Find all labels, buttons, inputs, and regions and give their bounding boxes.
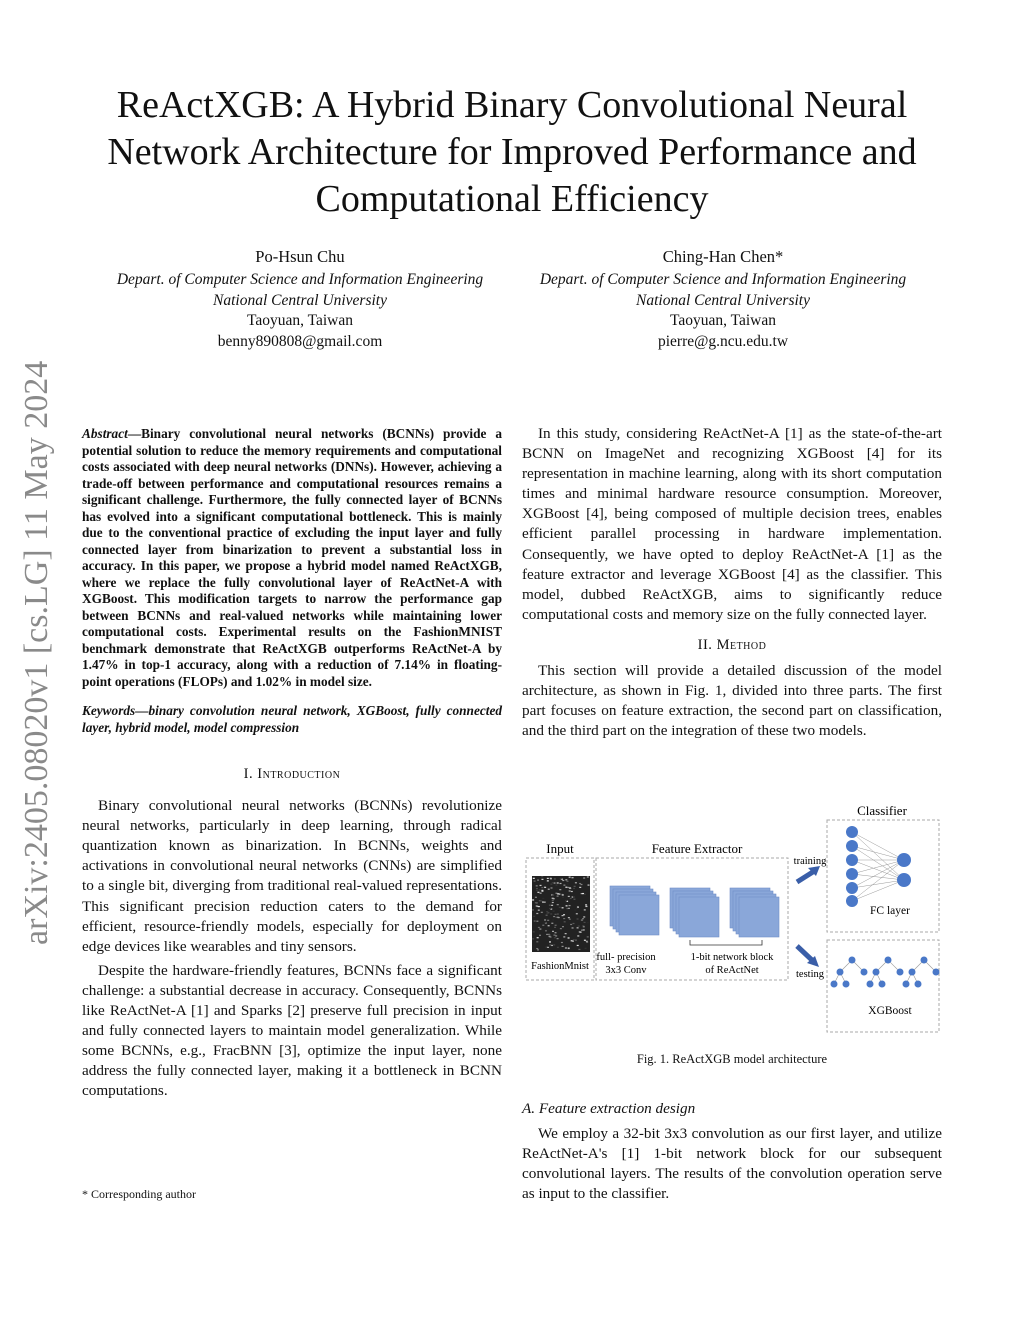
noise-pixel [541, 890, 543, 891]
noise-pixel [565, 900, 567, 901]
noise-pixel [554, 878, 556, 879]
author-email: benny890808@gmail.com [217, 333, 383, 351]
noise-pixel [537, 892, 539, 893]
noise-pixel [536, 913, 538, 914]
abstract-text: —Binary convolutional neural networks (BCNNs) provide a potential solution to reduce the memory requirements and computational costs associated with deep neural networks (DNNs). However, achieving a trade-off between performance and computational resources remains a significant challenge. Furthermore, the fully connected layer of BCNNs has evolved into a significant computational bottleneck. This is mainly due to the conventional practice of excluding the input layer and fully connected layer from binarization to prevent a substantial loss in accuracy. In this paper, we propose a hybrid model named ReActXGB, where we replace the fully convolutional layer of ReActNet-A with XGBoost. This modification targets to narrow the performance gap between BCNNs and real-valued networks while maintaining lower computational costs. Experimental results on the FashionMNIST benchmark demonstrate that ReActXGB outperforms ReActNet-A by 1.47% in top-1 accuracy, along with a reduction of 7.14% in floating-point operations (FLOPs) and 1.02% in model size. [82, 426, 502, 689]
fc-edge [852, 880, 904, 901]
noise-pixel [569, 877, 571, 878]
noise-pixel [568, 917, 570, 918]
noise-pixel [546, 934, 548, 935]
noise-pixel [554, 932, 556, 933]
tree-node [897, 969, 904, 976]
noise-pixel [562, 897, 564, 898]
noise-pixel [533, 931, 535, 932]
noise-pixel [562, 926, 564, 927]
author-block-2 [503, 247, 943, 353]
noise-pixel [576, 913, 578, 914]
noise-pixel [554, 882, 556, 883]
tree-node [915, 981, 922, 988]
noise-pixel [555, 935, 557, 936]
noise-pixel [540, 893, 542, 894]
noise-pixel [587, 876, 589, 877]
noise-pixel [541, 887, 543, 888]
noise-pixel [541, 876, 543, 877]
paragraph: Binary convolutional neural networks (BCNNs) revolutionize neural networks, particularly in deep learning, through radical quantization known as binarization. In BCNNs, weights and activations in convolutional neural networks (CNNs) are simplified to a single bit, diverging from traditional real-valued representations. This significant precision reduction caters to the demand for efficient, resource-friendly models, especially for deployment on edge devices like wearables and tiny sensors. [82, 797, 502, 955]
block-label: 1-bit network block [690, 952, 774, 963]
training-label: training [793, 856, 827, 867]
noise-pixel [583, 916, 585, 917]
noise-pixel [567, 883, 569, 884]
noise-pixel [550, 878, 552, 879]
noise-pixel [573, 939, 575, 940]
noise-pixel [550, 902, 552, 903]
noise-pixel [532, 938, 534, 939]
noise-pixel [553, 916, 555, 917]
section-heading-introduction [82, 764, 502, 784]
noise-pixel [536, 890, 538, 891]
fc-edge [852, 860, 904, 874]
noise-pixel [557, 938, 559, 939]
author-name: Ching-Han Chen* [662, 247, 784, 266]
noise-pixel [577, 906, 579, 907]
arxiv-side-label: arXiv:2405.08020v1 [cs.LG] 11 May 2024 [18, 360, 55, 945]
noise-pixel [549, 908, 551, 909]
noise-pixel [547, 878, 549, 879]
noise-pixel [583, 929, 585, 930]
noise-pixel [549, 944, 551, 945]
noise-pixel [579, 887, 581, 888]
noise-pixel [536, 885, 538, 886]
noise-pixel [579, 931, 581, 932]
noise-pixel [544, 902, 546, 903]
noise-pixel [559, 907, 561, 908]
noise-pixel [581, 930, 583, 931]
noise-pixel [555, 925, 557, 926]
noise-pixel [540, 900, 542, 901]
noise-pixel [549, 905, 551, 906]
noise-pixel [532, 899, 534, 900]
fc-network [846, 826, 911, 907]
conv-stack-2 [670, 888, 719, 937]
noise-pixel [557, 904, 559, 905]
noise-pixel [582, 925, 584, 926]
noise-pixel [555, 893, 557, 894]
noise-pixel [550, 913, 552, 914]
noise-pixel [537, 880, 539, 881]
noise-pixel [536, 941, 538, 942]
noise-pixel [560, 883, 562, 884]
fc-input-node [846, 840, 858, 852]
noise-pixel [552, 900, 554, 901]
author-name: Po-Hsun Chu [255, 247, 345, 266]
keywords-label: Keywords [82, 703, 136, 718]
noise-pixel [585, 906, 587, 907]
noise-pixel [565, 947, 567, 948]
noise-pixel [577, 918, 579, 919]
noise-pixel [538, 927, 540, 928]
noise-pixel [572, 923, 574, 924]
noise-pixel [563, 918, 565, 919]
classifier-label: Classifier [857, 803, 907, 818]
figure-caption: Fig. 1. ReActXGB model architecture [636, 1052, 828, 1066]
author-university: National Central University [213, 291, 387, 309]
noise-pixel [573, 899, 575, 900]
noise-pixel [552, 882, 554, 883]
figure-architecture [522, 800, 947, 1036]
fashionmnist-image [532, 876, 590, 952]
noise-pixel [570, 924, 572, 925]
right-column [522, 424, 942, 741]
noise-pixel [571, 877, 573, 878]
fc-output-node [897, 853, 911, 867]
noise-pixel [562, 946, 564, 947]
noise-pixel [576, 908, 578, 909]
testing-label: testing [796, 969, 824, 980]
noise-pixel [545, 930, 547, 931]
tree-node [885, 957, 892, 964]
noise-pixel [585, 948, 587, 949]
conv-stack-1 [610, 886, 659, 935]
fc-input-node [846, 854, 858, 866]
noise-pixel [557, 896, 559, 897]
noise-pixel [552, 898, 554, 899]
noise-pixel [588, 884, 590, 885]
noise-pixel [574, 886, 576, 887]
tree-node [867, 981, 874, 988]
paragraph: This section will provide a detailed discussion of the model architecture, as shown in Fig. 1, divided into three parts. The first part focuses on feature extraction, the second part on classification, and the third part on the integration of these two models. [522, 662, 942, 740]
noise-pixel [584, 940, 586, 941]
noise-pixel [551, 905, 553, 906]
noise-pixel [555, 914, 557, 915]
noise-pixel [572, 927, 574, 928]
fc-input-node [846, 895, 858, 907]
noise-pixel [543, 922, 545, 923]
noise-pixel [532, 909, 534, 910]
noise-pixel [563, 936, 565, 937]
author-location: Taoyuan, Taiwan [669, 312, 776, 330]
noise-pixel [577, 945, 579, 946]
noise-pixel [583, 877, 585, 878]
noise-pixel [557, 917, 559, 918]
noise-pixel [577, 935, 579, 936]
noise-pixel [539, 935, 541, 936]
noise-pixel [549, 935, 551, 936]
noise-pixel [561, 942, 563, 943]
noise-pixel [587, 922, 589, 923]
noise-pixel [549, 936, 551, 937]
xgboost-label: XGBoost [868, 1005, 912, 1017]
noise-pixel [547, 912, 549, 913]
paragraph: We employ a 32-bit 3x3 convolution as our first layer, and utilize ReActNet-A's [1] 1-bit network block for our subsequent convolutional layers. The results of the convolution operation serve as input to the classifier. [522, 1125, 942, 1203]
noise-pixel [567, 887, 569, 888]
section-heading-method [522, 635, 942, 655]
noise-pixel [550, 884, 552, 885]
noise-pixel [557, 947, 559, 948]
tree-node [843, 981, 850, 988]
tree-node [909, 969, 916, 976]
noise-pixel [573, 896, 575, 897]
noise-pixel [586, 941, 588, 942]
noise-pixel [541, 891, 543, 892]
xgboost-trees [831, 957, 940, 988]
noise-pixel [583, 926, 585, 927]
noise-pixel [581, 919, 583, 920]
noise-pixel [540, 885, 542, 886]
noise-pixel [544, 919, 546, 920]
noise-pixel [555, 885, 557, 886]
tree-node [831, 981, 838, 988]
noise-pixel [573, 888, 575, 889]
noise-pixel [553, 911, 555, 912]
bracket [690, 940, 762, 945]
noise-pixel [552, 919, 554, 920]
noise-pixel [565, 933, 567, 934]
noise-pixel [562, 894, 564, 895]
noise-pixel [544, 887, 546, 888]
noise-pixel [558, 893, 560, 894]
noise-pixel [541, 912, 543, 913]
noise-pixel [552, 931, 554, 932]
noise-pixel [564, 921, 566, 922]
noise-pixel [560, 878, 562, 879]
noise-pixel [546, 915, 548, 916]
noise-pixel [565, 887, 567, 888]
noise-pixel [562, 880, 564, 881]
noise-pixel [542, 925, 544, 926]
fc-input-node [846, 826, 858, 838]
tree-node [837, 969, 844, 976]
noise-pixel [557, 913, 559, 914]
noise-pixel [569, 890, 571, 891]
noise-pixel [559, 910, 561, 911]
noise-pixel [553, 944, 555, 945]
noise-pixel [568, 896, 570, 897]
feature-extractor-label: Feature Extractor [651, 841, 743, 856]
paper-title: ReActXGB: A Hybrid Binary Convolutional Neural Network Architecture for Improved Performance and Computational Efficiency [107, 84, 917, 220]
noise-pixel [584, 909, 586, 910]
tree-node [861, 969, 868, 976]
noise-pixel [536, 888, 538, 889]
noise-pixel [549, 941, 551, 942]
noise-pixel [575, 882, 577, 883]
noise-pixel [559, 889, 561, 890]
noise-pixel [554, 937, 556, 938]
noise-pixel [587, 936, 589, 937]
author-university: National Central University [636, 291, 810, 309]
author-location: Taoyuan, Taiwan [246, 312, 353, 330]
noise-pixel [577, 927, 579, 928]
noise-pixel [565, 879, 567, 880]
noise-pixel [560, 928, 562, 929]
tree-node [921, 957, 928, 964]
noise-pixel [568, 948, 570, 949]
section-number: I. [243, 766, 254, 782]
noise-pixel [539, 928, 541, 929]
noise-pixel [538, 906, 540, 907]
paragraph: In this study, considering ReActNet-A [1] as the state-of-the-art BCNN on ImageNet and recognizing XGBoost [4] for its representation in machine learning, along with its short computation times and minimal hardware resource consumption. Moreover, XGBoost [4], being composed of multiple decision trees, enables efficient parallel processing in hardware implementation. Consequently, we have opted to deploy ReActNet-A [1] as the feature extractor and leverage XGBoost [4] as the classifier. This model, dubbed ReActXGB, aims to significantly reduce computational costs and memory size on the fully connected layer. [522, 425, 942, 623]
footnote: * Corresponding author [82, 1187, 196, 1201]
noise-pixel [568, 937, 570, 938]
noise-pixel [547, 920, 549, 921]
noise-pixel [562, 907, 564, 908]
noise-pixel [546, 911, 548, 912]
fc-output-node [897, 873, 911, 887]
noise-pixel [569, 905, 571, 906]
noise-pixel [551, 923, 553, 924]
left-column [82, 426, 502, 1102]
block-label-2: of ReActNet [705, 965, 759, 976]
author-department: Depart. of Computer Science and Information Engineering [116, 270, 484, 288]
noise-pixel [582, 918, 584, 919]
keywords [82, 703, 502, 736]
section-title: Introduction [257, 766, 341, 782]
noise-pixel [566, 881, 568, 882]
tree-node [873, 969, 880, 976]
noise-pixel [534, 920, 536, 921]
keywords-text: —binary convolution neural network, XGBoost, fully connected layer, hybrid model, model compression [82, 703, 502, 735]
noise-pixel [551, 887, 553, 888]
noise-pixel [568, 908, 570, 909]
tree-node [903, 981, 910, 988]
noise-pixel [570, 898, 572, 899]
author-email: pierre@g.ncu.edu.tw [657, 333, 789, 351]
noise-pixel [575, 940, 577, 941]
fc-input-node [846, 882, 858, 894]
noise-pixel [542, 901, 544, 902]
noise-pixel [571, 891, 573, 892]
right-column-lower [522, 1099, 942, 1204]
noise-pixel [578, 949, 580, 950]
noise-pixel [533, 916, 535, 917]
noise-pixel [572, 941, 574, 942]
fc-label: FC layer [870, 905, 910, 917]
section-number: II. [697, 636, 713, 653]
noise-pixel [548, 889, 550, 890]
tree-node [879, 981, 886, 988]
conv-label: full- precision [596, 952, 656, 963]
noise-pixel [557, 882, 559, 883]
noise-pixel [563, 885, 565, 886]
noise-pixel [535, 902, 537, 903]
noise-pixel [547, 880, 549, 881]
noise-pixel [585, 904, 587, 905]
abstract-label: Abstract [82, 426, 128, 441]
noise-pixel [554, 927, 556, 928]
noise-pixel [552, 895, 554, 896]
subsection-heading: A. Feature extraction design [522, 1100, 696, 1117]
conv-stack-3 [730, 888, 779, 937]
noise-pixel [563, 914, 565, 915]
dataset-label: FashionMnist [531, 961, 589, 972]
noise-pixel [542, 898, 544, 899]
noise-pixel [536, 948, 538, 949]
fc-edge [852, 846, 904, 860]
noise-pixel [579, 883, 581, 884]
noise-pixel [582, 893, 584, 894]
noise-pixel [548, 925, 550, 926]
paragraph: Despite the hardware-friendly features, BCNNs face a significant challenge: a substantial decrease in accuracy. Consequently, BCNNs like ReActNet-A [1] and Sparks [2] preserve full precision in input and fully connected layers to maintain model generalization. While some BCNNs, e.g., FracBNN [3], optimize the input layer, none address the fully connected layer, making it a bottleneck in BCNN computations. [82, 961, 502, 1100]
noise-pixel [541, 879, 543, 880]
noise-pixel [584, 894, 586, 895]
noise-pixel [584, 922, 586, 923]
input-label: Input [546, 841, 574, 856]
noise-pixel [578, 926, 580, 927]
noise-pixel [533, 878, 535, 879]
noise-pixel [537, 937, 539, 938]
abstract [82, 426, 502, 690]
fc-input-node [846, 868, 858, 880]
author-block-1 [80, 247, 520, 353]
noise-pixel [538, 910, 540, 911]
noise-pixel [539, 889, 541, 890]
noise-pixel [536, 905, 538, 906]
conv-label-2: 3x3 Conv [605, 965, 647, 976]
fc-edge [852, 860, 904, 901]
noise-pixel [537, 949, 539, 950]
noise-pixel [535, 897, 537, 898]
tree-node [933, 969, 940, 976]
noise-pixel [545, 946, 547, 947]
noise-pixel [566, 905, 568, 906]
noise-pixel [536, 921, 538, 922]
noise-pixel [569, 919, 571, 920]
noise-pixel [574, 909, 576, 910]
section-title: Method [716, 636, 767, 653]
noise-pixel [534, 880, 536, 881]
tree-node [849, 957, 856, 964]
author-department: Depart. of Computer Science and Information Engineering [539, 270, 907, 288]
